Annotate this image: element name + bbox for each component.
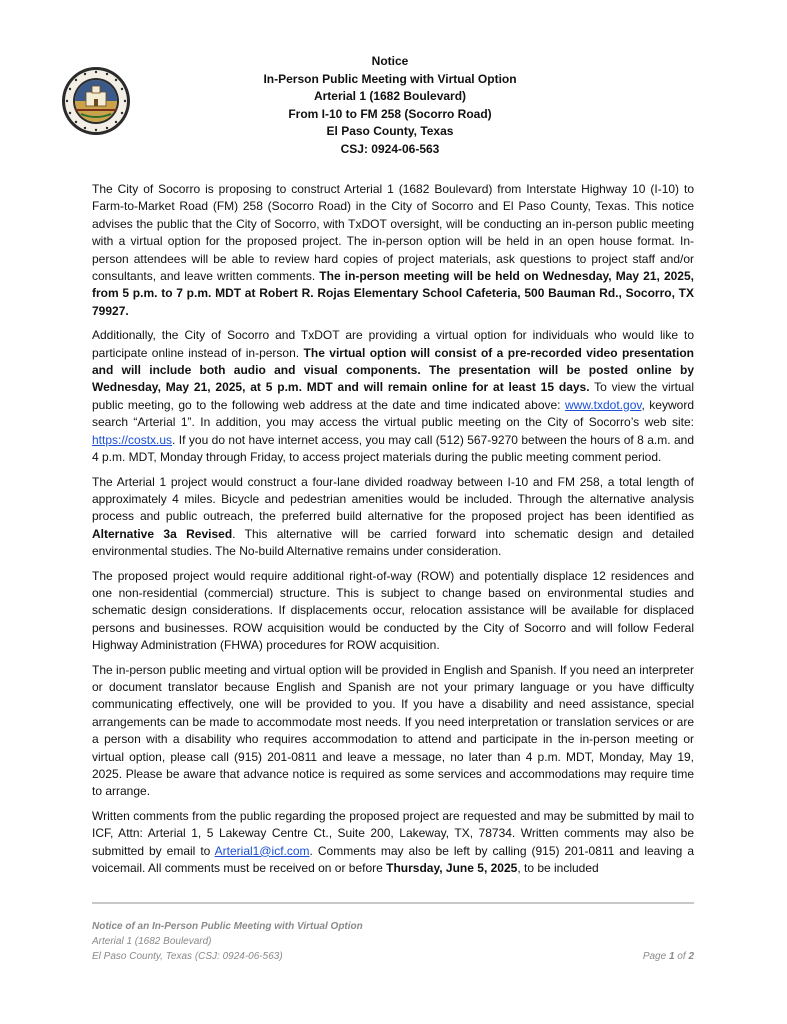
header-csj: CSJ: 0924-06-563 bbox=[340, 141, 440, 156]
footer-project: Arterial 1 (1682 Boulevard) bbox=[92, 936, 212, 948]
meeting-details-bold: The in-person meeting will be held on Wednesday, May 21, 2025, from 5 p.m. to 7 p.m. MDT at Robert R. Rojas Elementary School Cafeteria, 500 Bauman Rd., Socorro, TX 79927. bbox=[92, 269, 694, 318]
virtual-option-bold: The virtual option will consist of a pre-recorded video presentation and will include both audio and visual components. The presentation will be posted online by Wednesday, May 21, 2025, at 5 p.m. MDT and will remain online for at least 15 days. bbox=[92, 345, 694, 395]
notice-header bbox=[190, 53, 590, 159]
paragraph-project-description: The Arterial 1 project would construct a four-lane divided roadway between I-10 and FM 258, a total length of approximately 4 miles. Bicycle and pedestrian amenities would be included. Through the alternative analysis process and public outreach, the preferred build alternative for the proposed project has been identified as Alternative 3a Revised. This alternative will be carried forward into schematic design and detailed environmental studies. The No-build Alternative remains under consideration. bbox=[92, 474, 694, 559]
paragraph-language-accommodation: The in-person public meeting and virtual option will be provided in English and Spanish. If you need an interpreter or document translator because English and Spanish are not your primary language or you have difficulty communicating effectively, one will be provided to you. If you have a disability and need assistance, special arrangements can be made to accommodate most needs. If you need interpretation or translation services or are a person with a disability who requires accommodation to attend and participate in the in-person meeting or virtual option, please call (915) 201-0811 and leave a message, no later than 4 p.m. MDT, Monday, May 19, 2025. Please be aware that advance notice is required as some services and accommodations may require time to arrange. bbox=[92, 662, 694, 799]
costx-link[interactable]: https://costx.us bbox=[92, 432, 173, 447]
preferred-alternative-bold: Alternative 3a Revised bbox=[92, 526, 233, 541]
paragraph-comments: Written comments from the public regarding the proposed project are requested and may be submitted by mail to ICF, Attn: Arterial 1, 5 Lakeway Centre Ct., Suite 200, Lakeway, TX, 78734. Written comments may also be submitted by email to Arterial1@icf.com. Comments may also be left by calling (915) 201-0811 and leaving a voicemail. All comments must be received on or before Thursday, June 5, 2025, to be included bbox=[92, 808, 694, 876]
footer-divider bbox=[92, 902, 694, 904]
page-number: Page 1 of 2 bbox=[642, 951, 694, 962]
txdot-link[interactable]: www.txdot.gov bbox=[565, 397, 642, 412]
city-seal-logo bbox=[61, 66, 131, 136]
header-county: El Paso County, Texas bbox=[326, 124, 454, 139]
footer-county-csj: El Paso County, Texas (CSJ: 0924-06-563) bbox=[92, 951, 283, 963]
paragraph-row: The proposed project would require additional right-of-way (ROW) and potentially displace 12 residences and one non-residential (commercial) structure. This is subject to change based on environmental studies and schematic design considerations. If displacements occur, relocation assistance will be available for displaced persons and businesses. ROW acquisition would be conducted by the City of Socorro and will follow Federal Highway Administration (FHWA) procedures for ROW acquisition. bbox=[92, 568, 694, 653]
header-project-limits: From I-10 to FM 258 (Socorro Road) bbox=[288, 106, 492, 121]
paragraph-virtual-option: Additionally, the City of Socorro and TxDOT are providing a virtual option for individuals who would like to participate online instead of in-person. The virtual option will consist of a pre-recorded video presentation and will include both audio and visual components. The presentation will be posted online by Wednesday, May 21, 2025, at 5 p.m. MDT and will remain online for at least 15 days. To view the virtual public meeting, go to the following web address at the date and time indicated above: www.txdot.gov, keyword search “Arterial 1”. In addition, you may access the virtual public meeting on the City of Socorro’s web site: https://costx.us. If you do not have internet access, you may call (512) 567-9270 between the hours of 8 a.m. and 4 p.m. MDT, Monday through Friday, to access project materials during the public meeting comment period. bbox=[92, 328, 694, 465]
footer-title: Notice of an In-Person Public Meeting with Virtual Option bbox=[92, 921, 363, 932]
page-footer bbox=[92, 919, 694, 965]
notice-body bbox=[92, 181, 694, 884]
header-meeting-type: In-Person Public Meeting with Virtual Option bbox=[263, 71, 517, 86]
header-project-name: Arterial 1 (1682 Boulevard) bbox=[313, 89, 467, 104]
comment-deadline-bold: Thursday, June 5, 2025 bbox=[386, 861, 518, 876]
header-notice-title: Notice bbox=[371, 54, 409, 68]
paragraph-project-intro: The City of Socorro is proposing to construct Arterial 1 (1682 Boulevard) from Interstate Highway 10 (I-10) to Farm-to-Market Road (FM) 258 (Socorro Road) in the City of Socorro and El Paso County, Texas. This notice advises the public that the City of Socorro, with TxDOT oversight, will be conducting an in-person public meeting with a virtual option for the proposed project. The in-person option will be held in an open house format. In-person attendees will be able to review hard copies of project materials, ask questions to project staff and/or consultants, and leave written comments. The in-person meeting will be held on Wednesday, May 21, 2025, from 5 p.m. to 7 p.m. MDT at Robert R. Rojas Elementary School Cafeteria, 500 Bauman Rd., Socorro, TX 79927. bbox=[92, 182, 694, 318]
comments-email-link[interactable]: Arterial1@icf.com bbox=[214, 843, 310, 858]
